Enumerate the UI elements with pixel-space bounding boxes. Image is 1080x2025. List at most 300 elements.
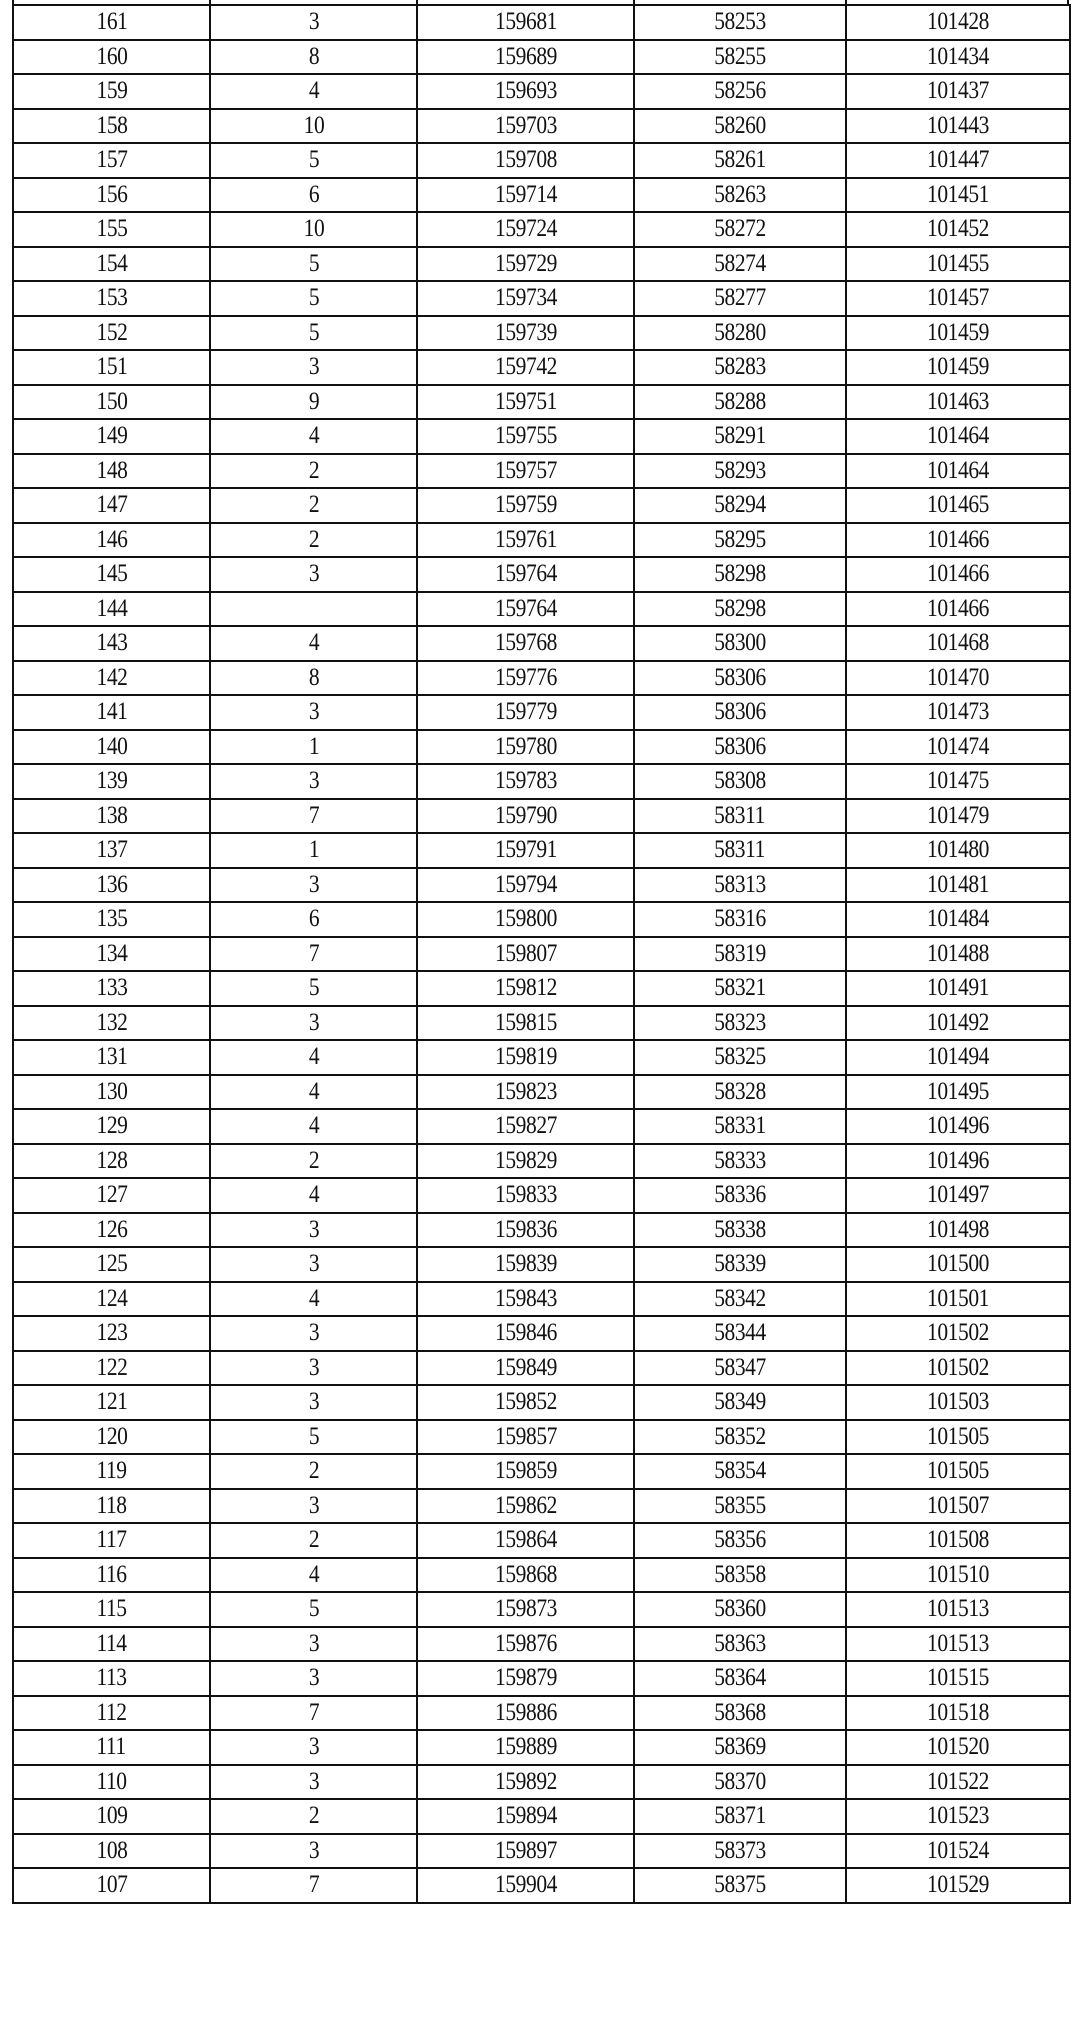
cell-text: 2 <box>308 525 319 553</box>
cumulative-a-cell <box>634 1420 846 1455</box>
count-cell <box>210 1420 417 1455</box>
cell-text: 146 <box>96 525 127 553</box>
cell-text: 58298 <box>714 594 766 622</box>
cell-text: 158 <box>96 111 127 139</box>
cumulative-total-cell <box>417 1075 634 1110</box>
cell-text: 58336 <box>714 1181 766 1209</box>
cell-text: 3 <box>308 353 319 381</box>
cumulative-b-cell <box>846 316 1070 351</box>
cell-text: 58308 <box>714 767 766 795</box>
cumulative-b-cell <box>846 1489 1070 1524</box>
cumulative-b-cell <box>846 764 1070 799</box>
cell-text: 159859 <box>494 1457 557 1485</box>
cell-text: 159800 <box>494 905 557 933</box>
cumulative-total-cell <box>417 592 634 627</box>
cell-text: 159739 <box>494 318 557 346</box>
count-cell <box>210 419 417 454</box>
cumulative-a-cell <box>634 454 846 489</box>
count-cell <box>210 592 417 627</box>
count-cell <box>210 350 417 385</box>
cell-text: 150 <box>96 387 127 415</box>
score-cell <box>13 730 210 765</box>
cell-text: 121 <box>96 1388 127 1416</box>
cell-text: 108 <box>96 1836 127 1864</box>
count-cell <box>210 1006 417 1041</box>
cell-text: 101459 <box>927 353 989 381</box>
cell-text: 159791 <box>494 836 557 864</box>
table-row <box>13 454 1070 489</box>
cell-text: 101465 <box>927 491 989 519</box>
cumulative-total-cell <box>417 1178 634 1213</box>
cumulative-b-cell <box>846 385 1070 420</box>
cumulative-total-cell <box>417 1730 634 1765</box>
cell-text: 159894 <box>494 1802 557 1830</box>
cell-text: 58375 <box>714 1871 766 1899</box>
cumulative-a-cell <box>634 350 846 385</box>
cell-text: 152 <box>96 318 127 346</box>
cell-text: 145 <box>96 560 127 588</box>
count-cell <box>210 971 417 1006</box>
score-cell <box>13 143 210 178</box>
score-cell <box>13 385 210 420</box>
cell-text: 101475 <box>927 767 989 795</box>
cumulative-b-cell <box>846 1799 1070 1834</box>
cumulative-total-cell <box>417 1765 634 1800</box>
cell-text: 159755 <box>494 422 557 450</box>
cell-text: 159829 <box>494 1146 557 1174</box>
table-row <box>13 1489 1070 1524</box>
score-cell <box>13 350 210 385</box>
cell-text: 58339 <box>714 1250 766 1278</box>
cell-text: 5 <box>308 318 319 346</box>
cell-text: 101470 <box>927 663 989 691</box>
cell-text: 3 <box>308 560 319 588</box>
cell-text: 147 <box>96 491 127 519</box>
cell-text: 58311 <box>714 801 766 829</box>
cumulative-a-cell <box>634 419 846 454</box>
cell-text: 58321 <box>714 974 766 1002</box>
cumulative-b-cell <box>846 1040 1070 1075</box>
table-row <box>13 1213 1070 1248</box>
cumulative-total-cell <box>417 1109 634 1144</box>
score-cell <box>13 1247 210 1282</box>
count-cell <box>210 1454 417 1489</box>
cell-text: 159794 <box>494 870 557 898</box>
score-cell <box>13 1006 210 1041</box>
cell-text: 4 <box>308 1560 319 1588</box>
cell-text: 58356 <box>714 1526 766 1554</box>
cumulative-b-cell <box>846 1247 1070 1282</box>
cell-text: 119 <box>96 1457 127 1485</box>
cell-text: 159693 <box>494 77 557 105</box>
cell-text: 101452 <box>927 215 989 243</box>
cumulative-total-cell <box>417 833 634 868</box>
score-cell <box>13 316 210 351</box>
cell-text: 101502 <box>927 1319 989 1347</box>
score-cell <box>13 178 210 213</box>
cell-text: 101498 <box>927 1215 989 1243</box>
score-cell <box>13 626 210 661</box>
cell-text: 101455 <box>927 249 989 277</box>
table-body <box>13 5 1070 1903</box>
cell-text: 58280 <box>714 318 766 346</box>
cumulative-total-cell <box>417 971 634 1006</box>
cell-text: 159724 <box>494 215 557 243</box>
score-distribution-table <box>12 4 1071 1904</box>
cell-text: 159827 <box>494 1112 557 1140</box>
count-cell <box>210 661 417 696</box>
cumulative-b-cell <box>846 419 1070 454</box>
cell-text: 101513 <box>927 1595 989 1623</box>
cell-text: 101434 <box>927 42 989 70</box>
cell-text: 135 <box>96 905 127 933</box>
cell-text: 159843 <box>494 1284 557 1312</box>
cell-text: 159757 <box>494 456 557 484</box>
cell-text: 132 <box>96 1008 127 1036</box>
cell-text: 123 <box>96 1319 127 1347</box>
cell-text: 4 <box>308 1181 319 1209</box>
table-row <box>13 212 1070 247</box>
cell-text: 101505 <box>927 1422 989 1450</box>
cell-text: 2 <box>308 1802 319 1830</box>
cell-text: 101524 <box>927 1836 989 1864</box>
cell-text: 159839 <box>494 1250 557 1278</box>
cumulative-a-cell <box>634 1592 846 1627</box>
cumulative-b-cell <box>846 350 1070 385</box>
cumulative-a-cell <box>634 1109 846 1144</box>
cell-text: 118 <box>96 1491 127 1519</box>
cell-text: 3 <box>308 1008 319 1036</box>
cumulative-total-cell <box>417 1454 634 1489</box>
table-row <box>13 1282 1070 1317</box>
cell-text: 9 <box>308 387 319 415</box>
table-row <box>13 350 1070 385</box>
cumulative-a-cell <box>634 1247 846 1282</box>
cumulative-total-cell <box>417 902 634 937</box>
cumulative-total-cell <box>417 1040 634 1075</box>
cumulative-total-cell <box>417 1351 634 1386</box>
cumulative-b-cell <box>846 74 1070 109</box>
cell-text: 134 <box>96 939 127 967</box>
cell-text: 125 <box>96 1250 127 1278</box>
cumulative-a-cell <box>634 1178 846 1213</box>
cell-text: 117 <box>96 1526 127 1554</box>
table-row <box>13 730 1070 765</box>
cell-text: 4 <box>308 1043 319 1071</box>
cumulative-a-cell <box>634 1489 846 1524</box>
cell-text: 159864 <box>494 1526 557 1554</box>
count-cell <box>210 1351 417 1386</box>
cumulative-a-cell <box>634 592 846 627</box>
score-cell <box>13 592 210 627</box>
count-cell <box>210 799 417 834</box>
cell-text: 58368 <box>714 1698 766 1726</box>
cell-text: 159779 <box>494 698 557 726</box>
count-cell <box>210 1696 417 1731</box>
cumulative-total-cell <box>417 1489 634 1524</box>
cumulative-total-cell <box>417 730 634 765</box>
score-cell <box>13 971 210 1006</box>
cumulative-a-cell <box>634 212 846 247</box>
cell-text: 58263 <box>714 180 766 208</box>
count-cell <box>210 385 417 420</box>
cell-text: 58319 <box>714 939 766 967</box>
score-cell <box>13 1213 210 1248</box>
cell-text: 58358 <box>714 1560 766 1588</box>
score-cell <box>13 1834 210 1869</box>
cumulative-a-cell <box>634 799 846 834</box>
cell-text: 6 <box>308 905 319 933</box>
score-cell <box>13 488 210 523</box>
cell-text: 58293 <box>714 456 766 484</box>
cell-text: 2 <box>308 1457 319 1485</box>
cumulative-a-cell <box>634 40 846 75</box>
cell-text: 58342 <box>714 1284 766 1312</box>
cumulative-total-cell <box>417 1592 634 1627</box>
cumulative-total-cell <box>417 1316 634 1351</box>
cell-text: 159868 <box>494 1560 557 1588</box>
score-cell <box>13 1765 210 1800</box>
count-cell <box>210 902 417 937</box>
score-cell <box>13 454 210 489</box>
score-cell <box>13 937 210 972</box>
cumulative-total-cell <box>417 1006 634 1041</box>
table-row <box>13 1075 1070 1110</box>
cell-text: 159729 <box>494 249 557 277</box>
cumulative-a-cell <box>634 5 846 40</box>
cumulative-b-cell <box>846 902 1070 937</box>
cumulative-total-cell <box>417 1144 634 1179</box>
cell-text: 58288 <box>714 387 766 415</box>
table-row <box>13 143 1070 178</box>
cell-text: 58354 <box>714 1457 766 1485</box>
cell-text: 157 <box>96 146 127 174</box>
cell-text: 2 <box>308 1526 319 1554</box>
count-cell <box>210 212 417 247</box>
cumulative-total-cell <box>417 1247 634 1282</box>
cumulative-b-cell <box>846 730 1070 765</box>
cell-text: 153 <box>96 284 127 312</box>
cumulative-total-cell <box>417 695 634 730</box>
table-row <box>13 557 1070 592</box>
score-cell <box>13 419 210 454</box>
cell-text: 101523 <box>927 1802 989 1830</box>
count-cell <box>210 1385 417 1420</box>
cell-text: 159764 <box>494 560 557 588</box>
cumulative-a-cell <box>634 937 846 972</box>
cumulative-a-cell <box>634 902 846 937</box>
cumulative-a-cell <box>634 1385 846 1420</box>
cumulative-a-cell <box>634 109 846 144</box>
cell-text: 101505 <box>927 1457 989 1485</box>
cell-text: 58306 <box>714 663 766 691</box>
cumulative-a-cell <box>634 385 846 420</box>
cell-text: 101500 <box>927 1250 989 1278</box>
cell-text: 112 <box>96 1698 127 1726</box>
cumulative-a-cell <box>634 1661 846 1696</box>
cumulative-a-cell <box>634 868 846 903</box>
cumulative-b-cell <box>846 454 1070 489</box>
cell-text: 101507 <box>927 1491 989 1519</box>
cell-text: 5 <box>308 284 319 312</box>
cell-text: 58331 <box>714 1112 766 1140</box>
cumulative-total-cell <box>417 5 634 40</box>
cumulative-a-cell <box>634 661 846 696</box>
cumulative-b-cell <box>846 1730 1070 1765</box>
cell-text: 58256 <box>714 77 766 105</box>
cell-text: 149 <box>96 422 127 450</box>
cumulative-total-cell <box>417 799 634 834</box>
cell-text: 58355 <box>714 1491 766 1519</box>
cell-text: 101520 <box>927 1733 989 1761</box>
cell-text: 101466 <box>927 525 989 553</box>
cumulative-a-cell <box>634 557 846 592</box>
cell-text: 101513 <box>927 1629 989 1657</box>
cumulative-total-cell <box>417 661 634 696</box>
cell-text: 5 <box>308 249 319 277</box>
cumulative-total-cell <box>417 40 634 75</box>
table-row <box>13 626 1070 661</box>
cell-text: 101468 <box>927 629 989 657</box>
count-cell <box>210 74 417 109</box>
table-row <box>13 1454 1070 1489</box>
cell-text: 101496 <box>927 1112 989 1140</box>
table-row <box>13 1661 1070 1696</box>
cell-text: 2 <box>308 1146 319 1174</box>
cumulative-total-cell <box>417 385 634 420</box>
cumulative-b-cell <box>846 143 1070 178</box>
cumulative-a-cell <box>634 1454 846 1489</box>
cumulative-a-cell <box>634 1868 846 1903</box>
cumulative-b-cell <box>846 1385 1070 1420</box>
table-row <box>13 1144 1070 1179</box>
table-row <box>13 1178 1070 1213</box>
cell-text: 58272 <box>714 215 766 243</box>
cell-text: 101437 <box>927 77 989 105</box>
count-cell <box>210 1144 417 1179</box>
cell-text: 58260 <box>714 111 766 139</box>
cell-text: 4 <box>308 77 319 105</box>
score-cell <box>13 557 210 592</box>
cell-text: 58306 <box>714 698 766 726</box>
cell-text: 120 <box>96 1422 127 1450</box>
table-row <box>13 109 1070 144</box>
cumulative-b-cell <box>846 212 1070 247</box>
cell-text: 159 <box>96 77 127 105</box>
cell-text: 3 <box>308 870 319 898</box>
cell-text: 101484 <box>927 905 989 933</box>
cell-text: 159742 <box>494 353 557 381</box>
count-cell <box>210 1075 417 1110</box>
cell-text: 5 <box>308 1595 319 1623</box>
cumulative-a-cell <box>634 833 846 868</box>
cell-text: 113 <box>96 1664 127 1692</box>
count-cell <box>210 833 417 868</box>
score-cell <box>13 902 210 937</box>
cumulative-b-cell <box>846 523 1070 558</box>
cell-text: 136 <box>96 870 127 898</box>
cumulative-b-cell <box>846 1765 1070 1800</box>
cell-text: 5 <box>308 1422 319 1450</box>
cell-text: 159812 <box>494 974 557 1002</box>
score-cell <box>13 1661 210 1696</box>
cell-text: 4 <box>308 629 319 657</box>
cell-text: 159897 <box>494 1836 557 1864</box>
cell-text: 151 <box>96 353 127 381</box>
table-row <box>13 1592 1070 1627</box>
cumulative-total-cell <box>417 419 634 454</box>
cell-text: 148 <box>96 456 127 484</box>
cell-text: 101428 <box>927 8 989 36</box>
cumulative-b-cell <box>846 1420 1070 1455</box>
cell-text: 101494 <box>927 1043 989 1071</box>
cumulative-total-cell <box>417 557 634 592</box>
table-row <box>13 419 1070 454</box>
cell-text: 107 <box>96 1871 127 1899</box>
cell-text: 101447 <box>927 146 989 174</box>
cumulative-total-cell <box>417 764 634 799</box>
cumulative-total-cell <box>417 1627 634 1662</box>
cell-text: 109 <box>96 1802 127 1830</box>
cumulative-b-cell <box>846 1144 1070 1179</box>
cell-text: 58373 <box>714 1836 766 1864</box>
table-row <box>13 1351 1070 1386</box>
table-row <box>13 523 1070 558</box>
cell-text: 58277 <box>714 284 766 312</box>
cell-text: 3 <box>308 698 319 726</box>
cell-text: 58316 <box>714 905 766 933</box>
cumulative-total-cell <box>417 1385 634 1420</box>
cumulative-total-cell <box>417 1420 634 1455</box>
cell-text: 58369 <box>714 1733 766 1761</box>
count-cell <box>210 626 417 661</box>
cell-text: 58298 <box>714 560 766 588</box>
cell-text: 101496 <box>927 1146 989 1174</box>
cumulative-a-cell <box>634 1213 846 1248</box>
cumulative-a-cell <box>634 764 846 799</box>
cumulative-b-cell <box>846 1868 1070 1903</box>
cell-text: 58323 <box>714 1008 766 1036</box>
count-cell <box>210 316 417 351</box>
count-cell <box>210 1834 417 1869</box>
cell-text: 101464 <box>927 456 989 484</box>
score-cell <box>13 1109 210 1144</box>
count-cell <box>210 40 417 75</box>
cell-text: 101457 <box>927 284 989 312</box>
cell-text: 1 <box>308 836 319 864</box>
cell-text: 159833 <box>494 1181 557 1209</box>
count-cell <box>210 454 417 489</box>
cumulative-b-cell <box>846 1075 1070 1110</box>
cell-text: 58363 <box>714 1629 766 1657</box>
cell-text: 101463 <box>927 387 989 415</box>
cell-text: 101473 <box>927 698 989 726</box>
cell-text: 159819 <box>494 1043 557 1071</box>
cumulative-total-cell <box>417 488 634 523</box>
cumulative-total-cell <box>417 178 634 213</box>
cumulative-a-cell <box>634 143 846 178</box>
cell-text: 7 <box>308 801 319 829</box>
cumulative-total-cell <box>417 109 634 144</box>
cell-text: 101497 <box>927 1181 989 1209</box>
cell-text: 3 <box>308 1767 319 1795</box>
cell-text: 8 <box>308 42 319 70</box>
cumulative-a-cell <box>634 1144 846 1179</box>
cell-text: 159734 <box>494 284 557 312</box>
cell-text: 1 <box>308 732 319 760</box>
cumulative-a-cell <box>634 1040 846 1075</box>
cell-text: 101488 <box>927 939 989 967</box>
